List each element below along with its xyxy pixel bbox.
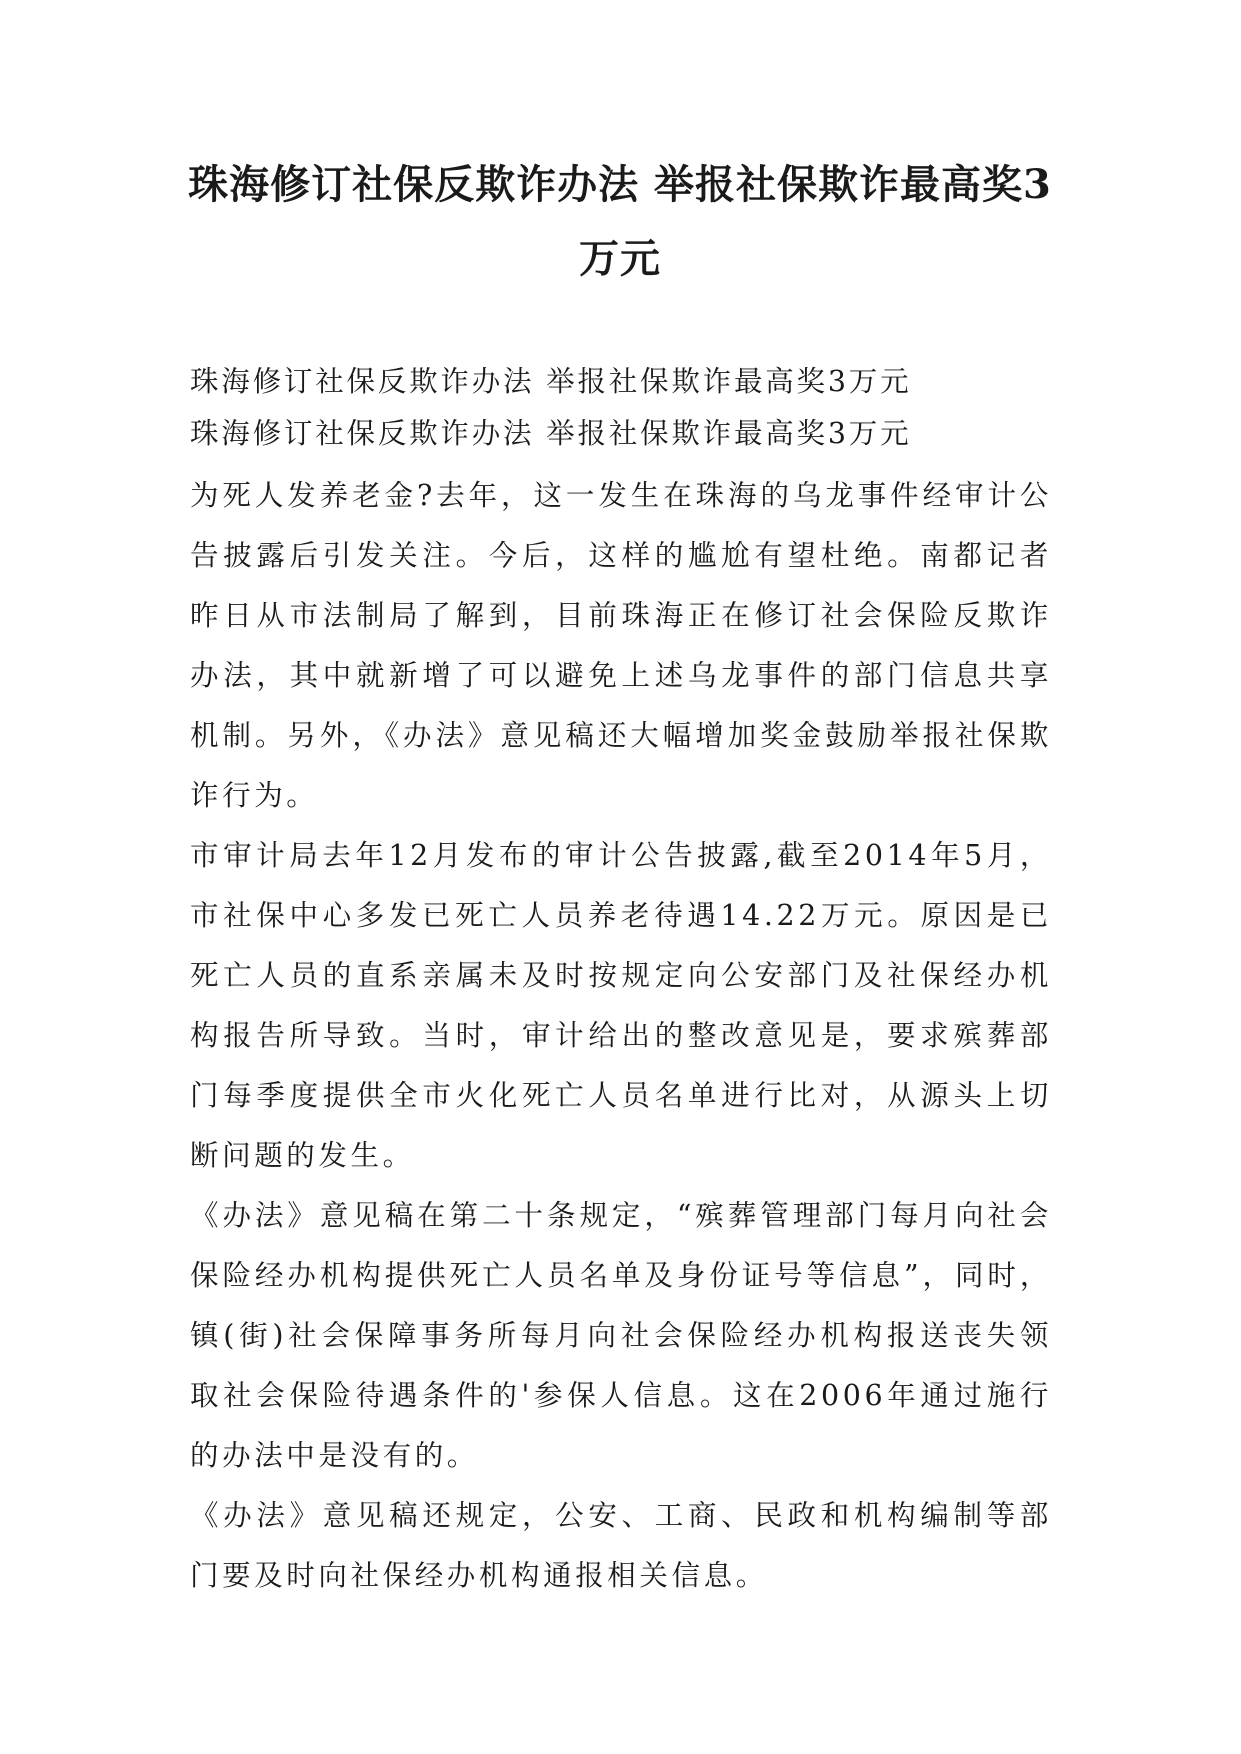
document-title: 珠海修订社保反欺诈办法 举报社保欺诈最高奖3万元 — [188, 161, 1052, 282]
body-paragraph: 市审计局去年12月发布的审计公告披露,截至2014年5月，市社保中心多发已死亡人员养老待遇14.22万元。原因是已死亡人员的直系亲属未及时按规定向公安部门及社保经办机构报告所导致。当时，审计给出的整改意见是，要求殡葬部门每季度提供全市火化死亡人员名单进行比对，从源头上切断问题的发生。 — [190, 839, 1052, 1172]
body-paragraph: 为死人发养老金?去年，这一发生在珠海的乌龙事件经审计公告披露后引发关注。今后，这样的尴尬有望杜绝。南都记者昨日从市法制局了解到，目前珠海正在修订社会保险反欺诈办法，其中就新增了可以避免上述乌龙事件的部门信息共享机制。另外，《办法》意见稿还大幅增加奖金鼓励举报社保欺诈行为。 — [190, 479, 1052, 812]
subtitle-line: 珠海修订社保反欺诈办法 举报社保欺诈最高奖3万元 — [190, 365, 912, 398]
body-paragraph: 《办法》意见稿在第二十条规定，“殡葬管理部门每月向社会保险经办机构提供死亡人员名单及身份证号等信息”，同时，镇(街)社会保障事务所每月向社会保险经办机构报送丧失领取社会保险待遇条件的'参保人信息。这在2006年通过施行的办法中是没有的。 — [190, 1199, 1052, 1472]
document-body — [190, 356, 1052, 1606]
body-paragraph: 《办法》意见稿还规定，公安、工商、民政和机构编制等部门要及时向社保经办机构通报相关信息。 — [190, 1499, 1052, 1592]
subtitle-line: 珠海修订社保反欺诈办法 举报社保欺诈最高奖3万元 — [190, 417, 912, 450]
